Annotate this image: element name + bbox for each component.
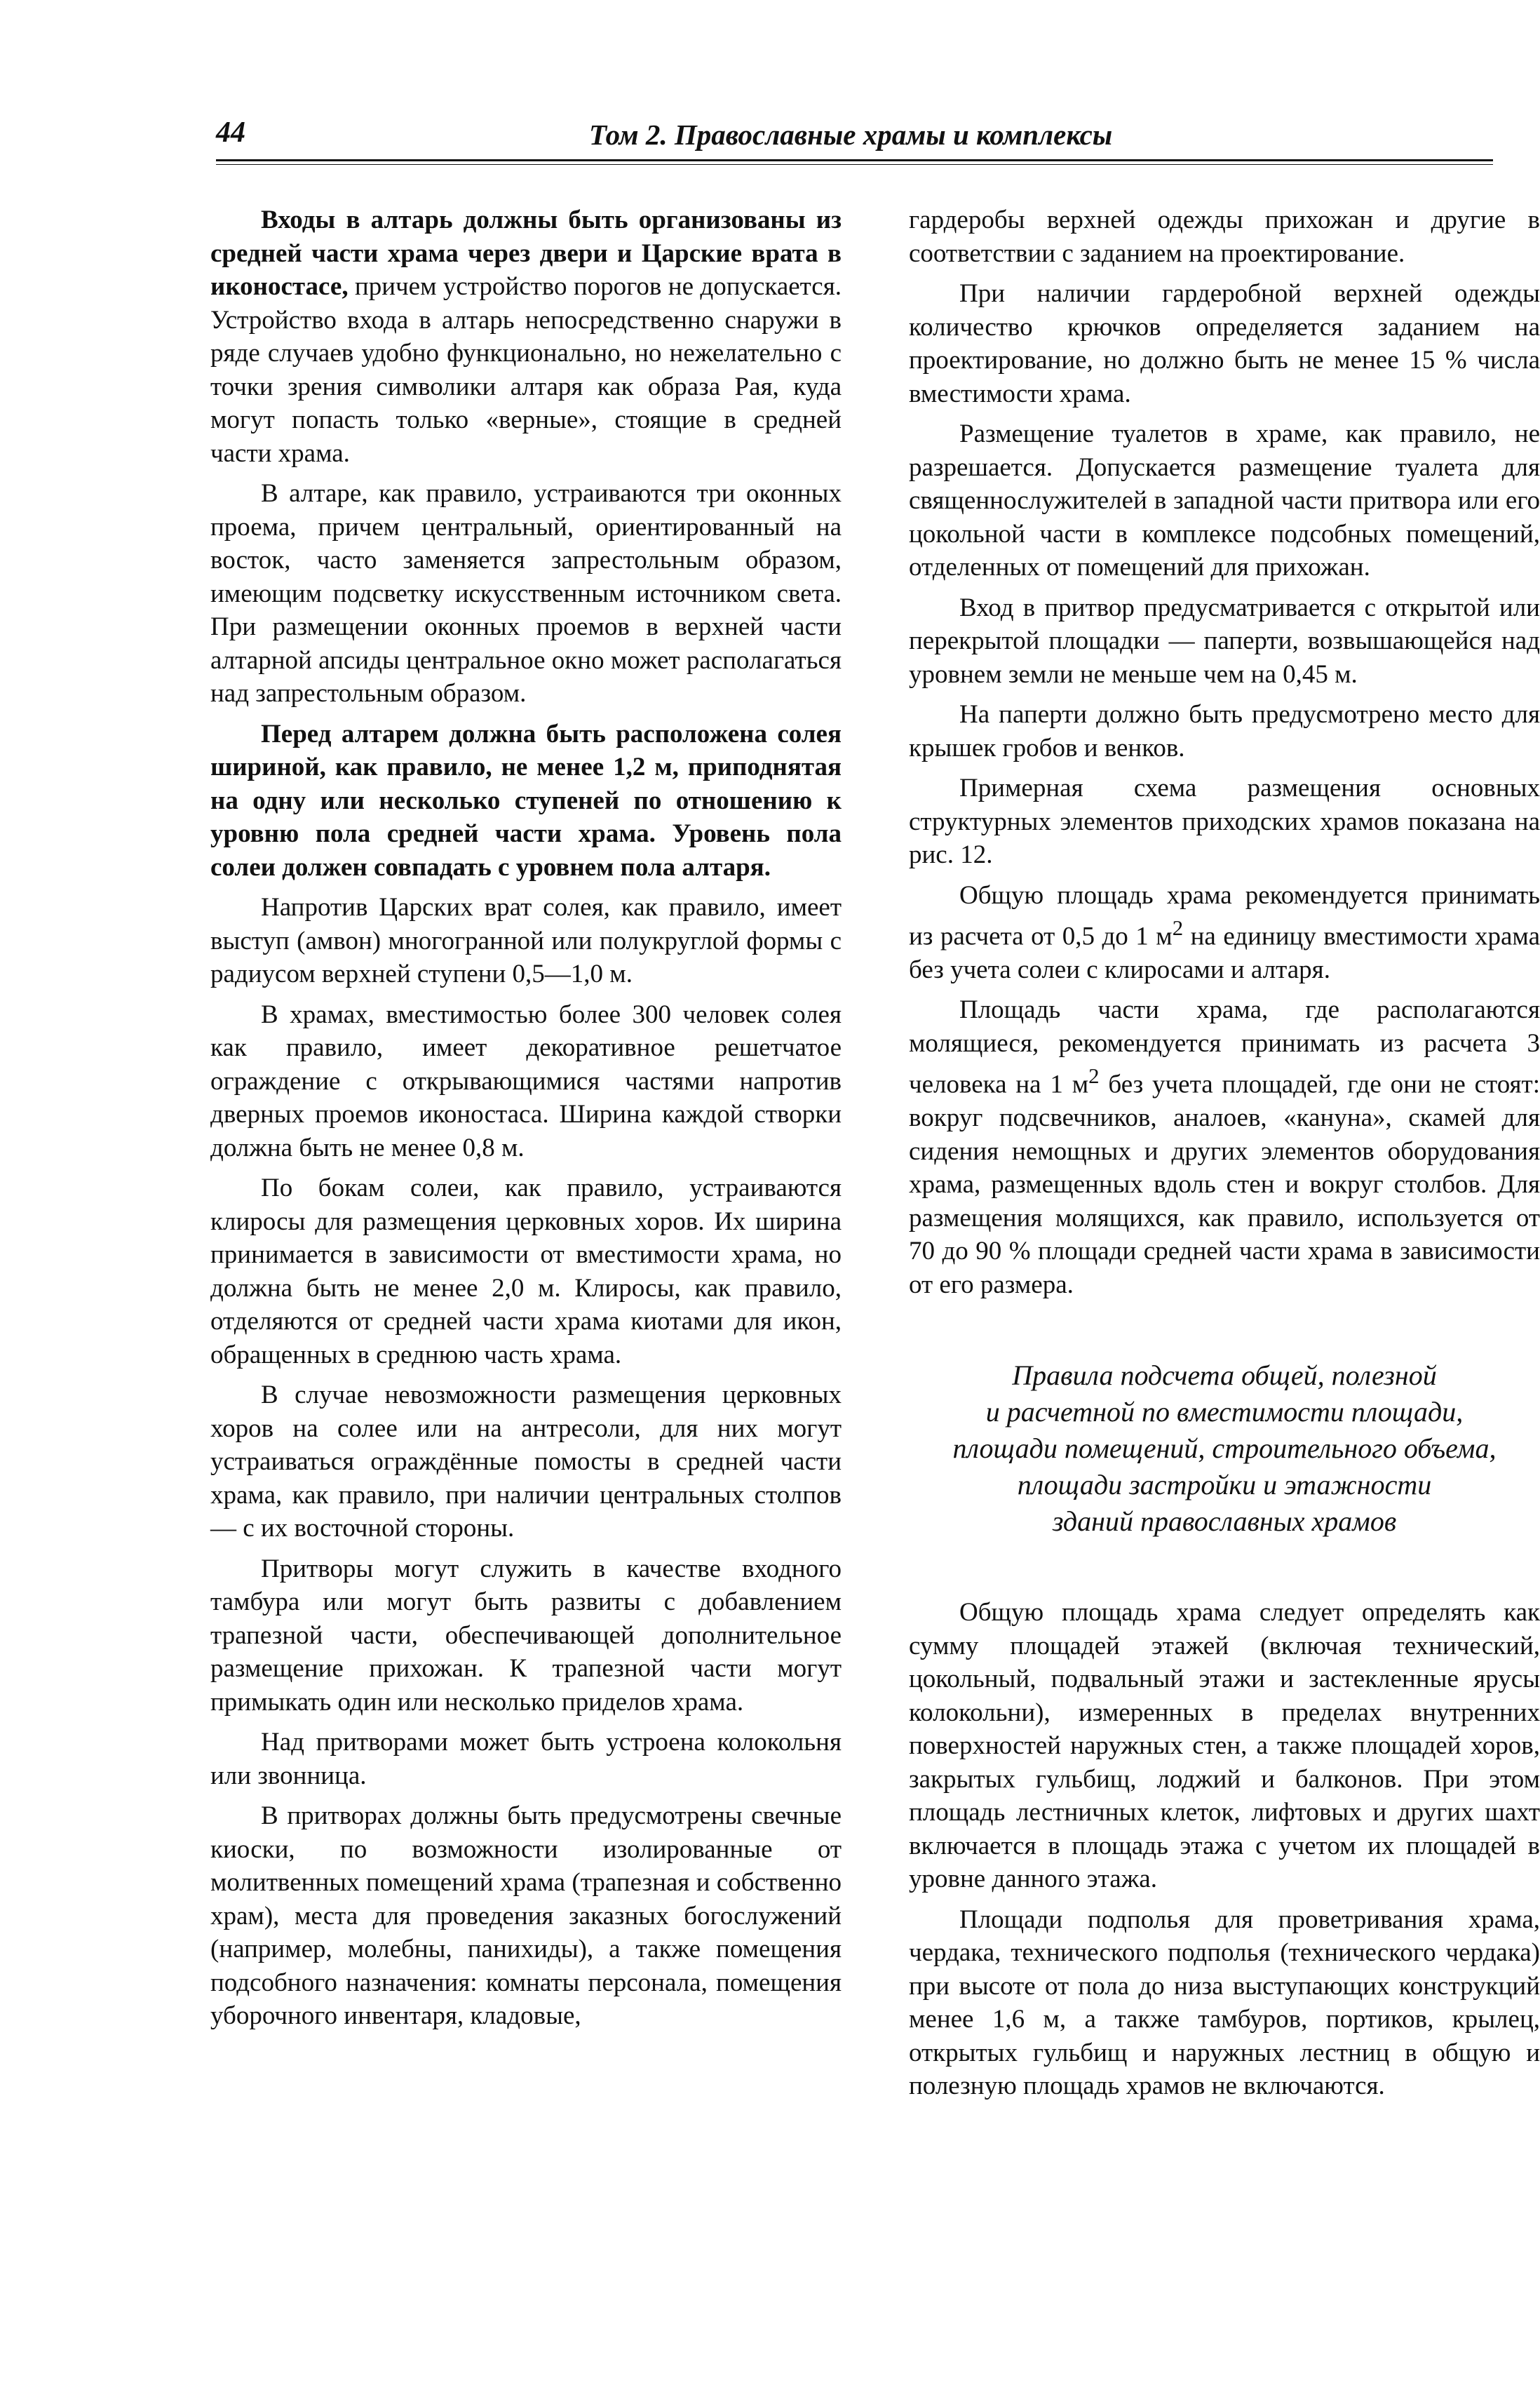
paragraph-continued: гардеробы верхней одежды прихожан и другие в соответствии с заданием на проектирование. <box>909 206 1540 268</box>
paragraph: На паперти должно быть предусмотрено место для крышек гробов и венков. <box>909 700 1540 763</box>
paragraph-text: причем устройство порогов не допускается. Устройство входа в алтарь непосредственно снаружи в ряде случаев удобно функционально, но нежелательно с точки зрения символики алтаря как образа Рая, куда могут попасть только «верные», стоящие в средней части храма. <box>210 272 842 468</box>
heading-line: площади застройки и этажности <box>1017 1469 1432 1501</box>
superscript: 2 <box>1088 1064 1100 1089</box>
paragraph <box>909 879 1540 987</box>
header-rule-thin <box>216 164 1493 165</box>
paragraph: Площади подполья для проветривания храма, чердака, технического подполья (технического чердака) при высоте от пола до низа выступающих конструкций менее 1,6 м, а также тамбуров, портиков, крылец, открытых гульбищ и наружных лестниц в общую и полезную площадь храмов не включаются. <box>909 1905 1540 2101</box>
bold-paragraph: Перед алтарем должна быть расположена солея шириной, как правило, не менее 1,2 м, приподнятая на одну или несколько ступеней по отношению к уровню пола средней части храма. Уровень пола солеи должен совпадать с уровнем пола алтаря. <box>210 719 842 882</box>
paragraph: Над притворами может быть устроена колокольня или звонница. <box>210 1728 842 1790</box>
paragraph: Размещение туалетов в храме, как правило, не разрешается. Допускается размещение туалета для священнослужителей в западной части притвора или его цокольной части в комплексе подсобных помещений, отделенных от помещений для прихожан. <box>909 419 1540 582</box>
paragraph <box>909 993 1540 1301</box>
paragraph: По бокам солеи, как правило, устраиваются клиросы для размещения церковных хоров. Их ширина принимается в зависимости от вместимости храма, но должна быть не менее 2,0 м. Клиросы, как правило, отделяются от средней части храма киотами для икон, обращенных в среднюю часть храма. <box>210 1174 842 1369</box>
paragraph: В храмах, вместимостью более 300 человек солея как правило, имеет декоративное решетчатое ограждение с открывающимися частями напротив дверных проемов иконостаса. Ширина каждой створки должна быть не менее 0,8 м. <box>210 1000 842 1162</box>
paragraph: Напротив Царских врат солея, как правило, имеет выступ (амвон) многогранной или полукруглой формы с радиусом верхней ступени 0,5—1,0 м. <box>210 893 842 988</box>
heading-line: и расчетной по вместимости площади, <box>985 1396 1464 1428</box>
paragraph: Притворы могут служить в качестве входного тамбура или могут быть развиты с добавлением трапезной части, обеспечивающей дополнительное размещение прихожан. К трапезной части могут примыкать один или несколько приделов храма. <box>210 1554 842 1717</box>
paragraph-text: на единицу вместимости храма без учета солеи с клиросами и алтаря. <box>909 922 1540 984</box>
superscript: 2 <box>1172 916 1184 940</box>
running-title: Том 2. Православные храмы и комплексы <box>589 119 1113 151</box>
section-heading <box>909 1357 1540 1540</box>
paragraph-text: Общую площадь храма рекомендуется принимать из расчета от 0,5 до 1 м <box>909 880 1540 951</box>
paragraph: Общую площадь храма следует определять как сумму площадей этажей (включая технический, цокольный, подвальный этажи и застекленные ярусы колокольни), измеренных в пределах внутренних поверхностей наружных стен, а также площадей хоров, закрытых гульбищ, лоджий и балконов. При этом площадь лестничных клеток, лифтовых и других шахт включается в площадь этажа с учетом их площадей в уровне данного этажа. <box>909 1598 1540 1894</box>
header-rule <box>216 159 1493 161</box>
left-column <box>210 203 842 2040</box>
paragraph: При наличии гардеробной верхней одежды количество крючков определяется заданием на проектирование, но должно быть не менее 15 % числа вместимости храма. <box>909 279 1540 408</box>
paragraph: Вход в притвор предусматривается с открытой или перекрытой площадки — паперти, возвышающейся над уровнем земли не меньше чем на 0,45 м. <box>909 593 1540 689</box>
paragraph: В случае невозможности размещения церковных хоров на солее или на антресоли, для них могут устраиваться ограждённые помосты в средней части храма, как правило, при наличии центральных столпов — с их восточной стороны. <box>210 1381 842 1543</box>
heading-line: площади помещений, строительного объема, <box>952 1432 1497 1465</box>
paragraph <box>210 203 842 470</box>
right-column <box>909 203 1540 2110</box>
heading-line: Правила подсчета общей, полезной <box>1012 1359 1437 1392</box>
paragraph-text: без учета площадей, где они не стоят: вокруг подсвечников, аналоев, «кануна», скамей для сидения немощных и других элементов оборудования храма, размещенных вдоль стен и вокруг столбов. Для размещения молящихся, как правило, используется от 70 до 90 % площади средней части храма в зависимости от его размера. <box>909 1070 1540 1299</box>
paragraph: Примерная схема размещения основных структурных элементов приходских храмов показана на рис. 12. <box>909 774 1540 869</box>
heading-line: зданий православных храмов <box>1052 1505 1397 1538</box>
paragraph-text: Площадь части храма, где располагаются молящиеся, рекомендуется принимать из расчета 3 человека на 1 м <box>909 995 1540 1099</box>
page-number: 44 <box>216 116 245 149</box>
paragraph: В алтаре, как правило, устраиваются три оконных проема, причем центральный, ориентированный на восток, часто заменяется запрестольным образом, имеющим подсветку искусственным источником света. При размещении оконных проемов в верхней части алтарной апсиды центральное окно может располагаться над запрестольным образом. <box>210 479 842 708</box>
paragraph: В притворах должны быть предусмотрены свечные киоски, по возможности изолированные от молитвенных помещений храма (трапезная и собственно храм), места для проведения заказных богослужений (например, молебны, панихиды), а также помещения подсобного назначения: комнаты персонала, помещения уборочного инвентаря, кладовые, <box>210 1801 842 2030</box>
bold-lead: Входы в алтарь должны быть организованы из средней части храма через двери и Царские врата в иконостасе, <box>210 206 842 301</box>
